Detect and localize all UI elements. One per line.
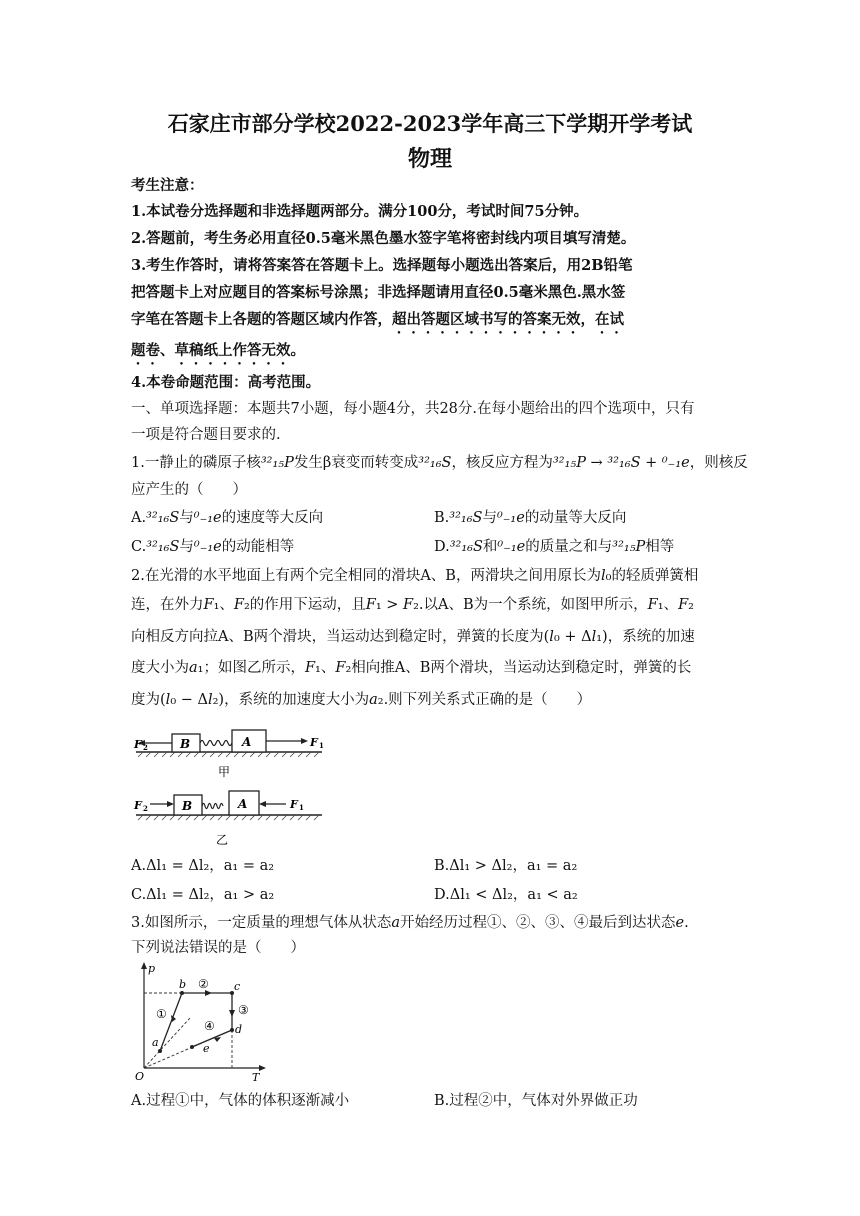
figure-yi (133, 791, 322, 847)
notice-item-3: 3.考生作答时，请将答案答在答题卡上。选择题每小题选出答案后，用2B铅笔 (131, 257, 633, 274)
q2-stem-line5: 度为(l₀ − Δl₂)，系统的加速度大小为a₂.则下列关系式正确的是（ ） (131, 692, 592, 708)
q2-figure (136, 724, 326, 850)
exam-title: 石家庄市部分学校2022-2023学年高三下学期开学考试 (167, 111, 693, 136)
notice-item-3d: 题卷、草稿纸上作答无效。 (131, 342, 305, 359)
figure-yi-label: 乙 (216, 833, 229, 847)
q2-stem-line2: 连，在外力F₁、F₂的作用下运动，且F₁ > F₂.以A、B为一个系统，如图甲所示，F₁、F₂ (131, 597, 694, 613)
q1-option-d: D.³²₁₆S和⁰₋₁e的质量之和与³²₁₅P相等 (434, 539, 675, 555)
svg-text:F: F (310, 736, 318, 749)
notice-heading: 考生注意： (131, 177, 204, 194)
svg-text:②: ② (198, 977, 209, 991)
q3-option-a: A.过程①中，气体的体积逐渐减小 (131, 1093, 350, 1109)
exam-subject: 物理 (407, 146, 452, 172)
notice-item-2: 2.答题前，考生务必用直径0.5毫米黑色墨水签字笔将密封线内项目填写清楚。 (131, 230, 636, 247)
svg-text:1: 1 (319, 741, 324, 750)
svg-text:A: A (242, 735, 252, 749)
notice-item-4: 4.本卷命题范围：高考范围。 (131, 374, 321, 391)
svg-text:1: 1 (299, 803, 304, 812)
svg-text:c: c (234, 980, 241, 993)
svg-text:B: B (182, 799, 193, 813)
svg-text:A: A (238, 797, 248, 811)
q2-option-a: A.Δl₁ = Δl₂，a₁ = a₂ (131, 858, 275, 874)
q2-stem-line1: 2.在光滑的水平地面上有两个完全相同的滑块A、B，两滑块之间用原长为l₀的轻质弹簧相 (131, 568, 699, 584)
svg-text:b: b (179, 978, 187, 991)
section-heading-2: 一项是符合题目要求的. (131, 427, 281, 443)
q3-option-b: B.过程②中，气体对外界做正功 (434, 1093, 638, 1109)
svg-text:③: ③ (238, 1003, 249, 1017)
svg-text:①: ① (156, 1007, 167, 1021)
svg-text:2: 2 (143, 743, 148, 752)
q2-stem-line3: 向相反方向拉A、B两个滑块，当运动达到稳定时，弹簧的长度为(l₀ + Δl₁)，系统的加速 (131, 629, 695, 645)
q1-option-b: B.³²₁₆S与⁰₋₁e的动量等大反向 (434, 510, 627, 526)
svg-text:T: T (252, 1071, 260, 1084)
figure-jia-label: 甲 (218, 765, 231, 779)
svg-text:d: d (235, 1023, 243, 1036)
q2-stem-line4: 度大小为a₁；如图乙所示，F₁、F₂相向推A、B两个滑块，当运动达到稳定时，弹簧的长 (131, 660, 692, 676)
notice-item-1: 1.本试卷分选择题和非选择题两部分。满分100分，考试时间75分钟。 (131, 203, 589, 220)
q3-stem-line1: 3.如图所示，一定质量的理想气体从状态a开始经历过程①、②、③、④最后到达状态e. (131, 915, 689, 931)
q2-option-b: B.Δl₁ > Δl₂，a₁ = a₂ (434, 858, 578, 874)
q1-option-c: C.³²₁₆S与⁰₋₁e的动能相等 (131, 539, 295, 555)
q1-stem-line1: 1.一静止的磷原子核³²₁₅P发生β衰变而转变成³²₁₆S，核反应方程为³²₁₅P → ³²₁₆S + ⁰₋₁e，则核反 (131, 455, 748, 471)
svg-text:2: 2 (143, 804, 148, 813)
notice-item-3b: 把答题卡上对应题目的答案标号涂黑；非选择题请用直径0.5毫米黑色.黑水签 (131, 284, 626, 301)
q1-option-a: A.³²₁₆S与⁰₋₁e的速度等大反向 (131, 510, 324, 526)
svg-text:p: p (148, 962, 156, 975)
figure-jia (133, 730, 324, 779)
q3-stem-line2: 下列说法错误的是（ ） (131, 940, 305, 956)
q2-option-d: D.Δl₁ < Δl₂，a₁ < a₂ (434, 887, 578, 903)
svg-text:e: e (203, 1042, 210, 1055)
svg-text:a: a (152, 1036, 159, 1049)
svg-text:④: ④ (204, 1019, 215, 1033)
notice-item-3c: 字笔在答题卡上各题的答题区域内作答，超出答题区域书写的答案无效，在试 (131, 311, 624, 328)
svg-text:B: B (180, 737, 191, 751)
section-heading: 一、单项选择题：本题共7小题，每小题4分，共28分.在每小题给出的四个选项中，只有 (131, 401, 695, 417)
svg-text:O: O (135, 1070, 145, 1083)
svg-text:F: F (134, 799, 142, 812)
svg-text:F: F (134, 738, 142, 751)
q3-pt-diagram (132, 960, 272, 1082)
q2-option-c: C.Δl₁ = Δl₂，a₁ > a₂ (131, 887, 275, 903)
q1-stem-line2: 应产生的（ ） (131, 482, 247, 498)
svg-text:F: F (290, 798, 298, 811)
